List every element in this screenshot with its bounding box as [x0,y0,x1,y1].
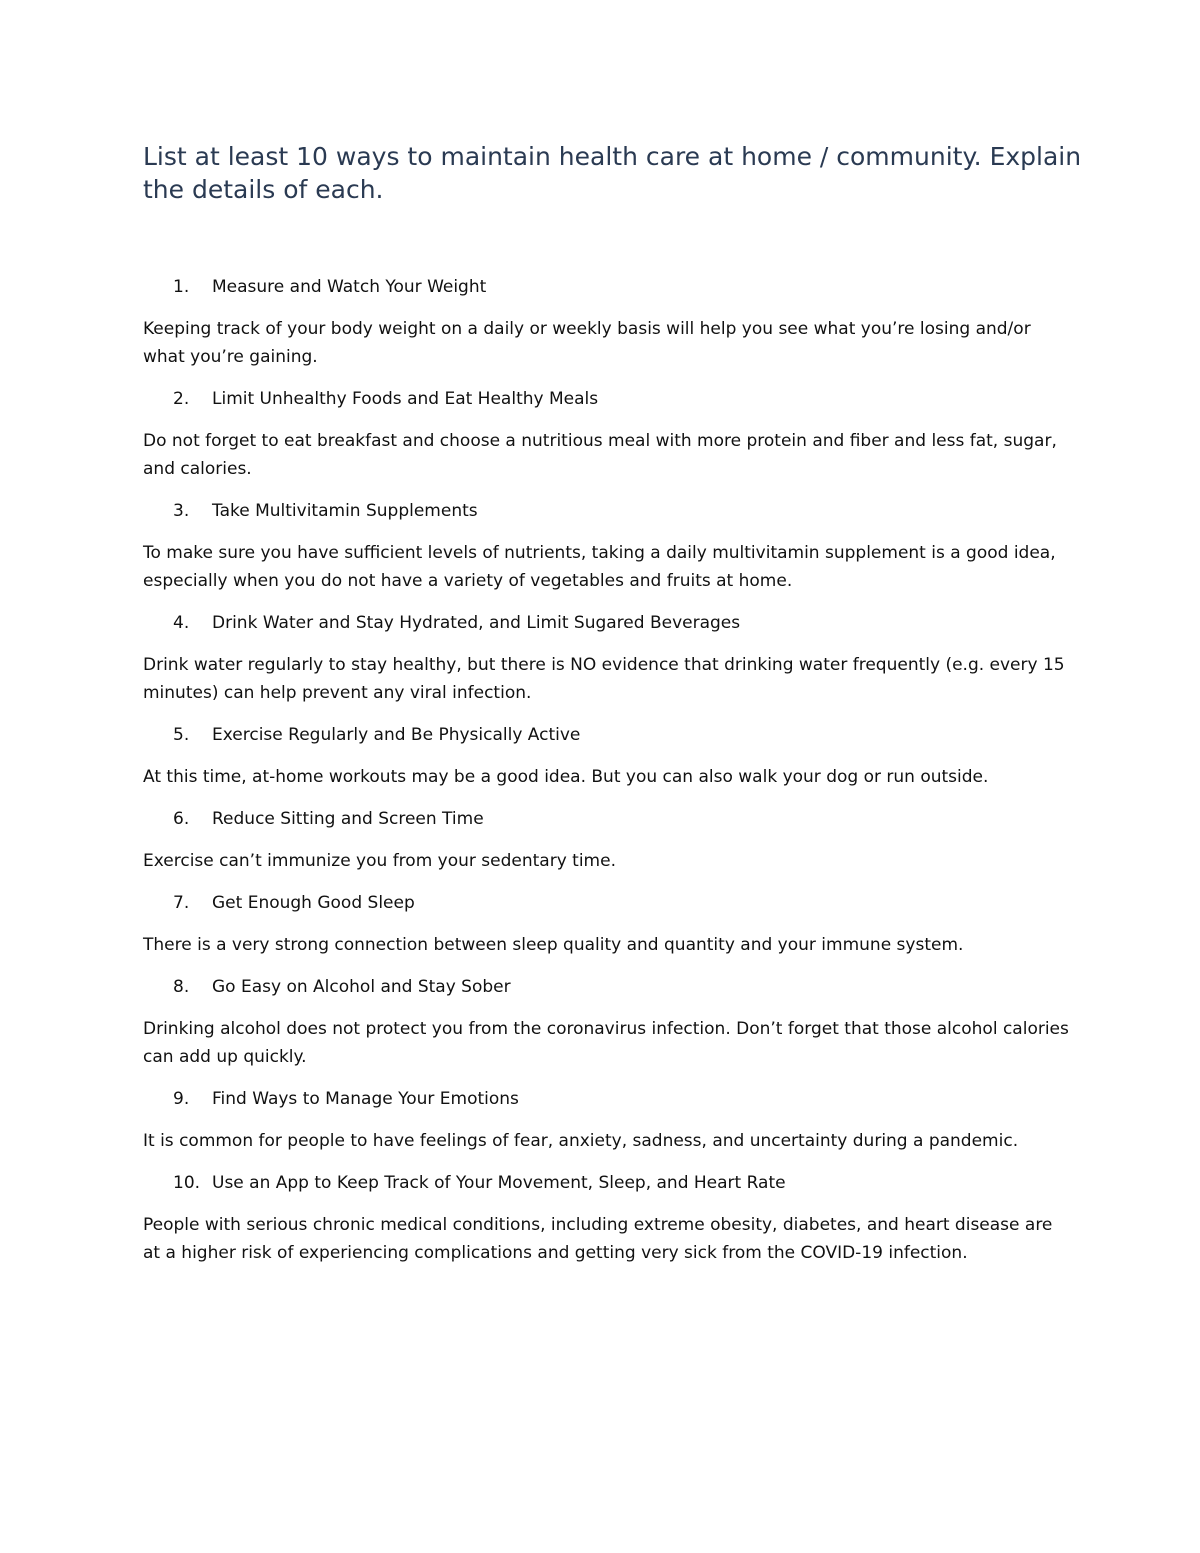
item-heading [143,1168,1073,1199]
list-item [143,720,1073,791]
item-number: 8. [173,977,190,997]
item-heading [143,720,1073,751]
item-number: 7. [173,893,190,913]
item-number: 9. [173,1089,190,1109]
item-number: 10. [173,1173,201,1193]
list-item [143,804,1073,875]
item-description: Do not forget to eat breakfast and choose a nutritious meal with more protein and fiber and less fat, sugar, and calories. [143,431,1057,479]
item-description: There is a very strong connection between sleep quality and quantity and your immune system. [143,935,964,955]
item-heading-text: Go Easy on Alcohol and Stay Sober [212,977,511,997]
item-heading-text: Limit Unhealthy Foods and Eat Healthy Meals [212,389,599,409]
item-heading [143,272,1073,303]
item-number: 2. [173,389,190,409]
item-description: To make sure you have sufficient levels of nutrients, taking a daily multivitamin supplement is a good idea, especially when you do not have a variety of vegetables and fruits at home. [143,543,1056,591]
item-heading [143,972,1073,1003]
item-heading-text: Drink Water and Stay Hydrated, and Limit Sugared Beverages [212,613,741,633]
item-description: Drink water regularly to stay healthy, but there is NO evidence that drinking water frequently (e.g. every 15 minutes) can help prevent any viral infection. [143,655,1065,703]
item-number: 6. [173,809,190,829]
list-item [143,1168,1073,1267]
item-description: At this time, at-home workouts may be a good idea. But you can also walk your dog or run outside. [143,767,989,787]
item-heading [143,888,1073,919]
list-item [143,496,1073,595]
list-item [143,972,1073,1071]
item-description: People with serious chronic medical conditions, including extreme obesity, diabetes, and heart disease are at a higher risk of experiencing complications and getting very sick from the COVID-19 infection. [143,1215,1053,1263]
document-title: List at least 10 ways to maintain health care at home / community. Explain the details of each. [143,142,1082,204]
item-heading-text: Use an App to Keep Track of Your Movement, Sleep, and Heart Rate [212,1173,786,1193]
document-content [143,272,1073,1267]
item-heading-text: Find Ways to Manage Your Emotions [212,1089,519,1109]
item-number: 4. [173,613,190,633]
item-heading [143,608,1073,639]
item-description: It is common for people to have feelings of fear, anxiety, sadness, and uncertainty during a pandemic. [143,1131,1019,1151]
item-description: Exercise can’t immunize you from your sedentary time. [143,851,616,871]
item-heading-text: Take Multivitamin Supplements [212,501,478,521]
item-heading-text: Reduce Sitting and Screen Time [212,809,484,829]
list-item [143,888,1073,959]
item-heading [143,804,1073,835]
item-heading-text: Exercise Regularly and Be Physically Active [212,725,581,745]
item-description: Keeping track of your body weight on a daily or weekly basis will help you see what you’re losing and/or what you’re gaining. [143,319,1031,367]
item-number: 3. [173,501,190,521]
item-number: 5. [173,725,190,745]
item-heading [143,384,1073,415]
list-item [143,1084,1073,1155]
item-heading-text: Get Enough Good Sleep [212,893,415,913]
list-item [143,384,1073,483]
item-heading [143,1084,1073,1115]
item-description: Drinking alcohol does not protect you from the coronavirus infection. Don’t forget that those alcohol calories can add up quickly. [143,1019,1069,1067]
item-heading [143,496,1073,527]
list-item [143,608,1073,707]
item-heading-text: Measure and Watch Your Weight [212,277,487,297]
list-item [143,272,1073,371]
item-number: 1. [173,277,190,297]
